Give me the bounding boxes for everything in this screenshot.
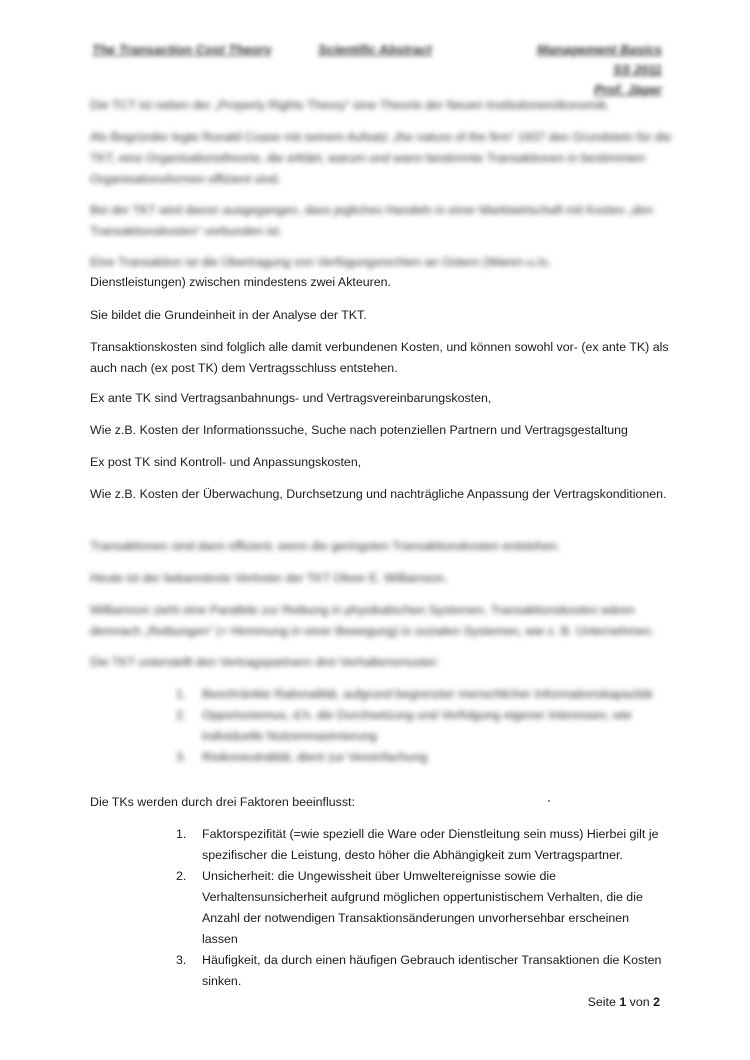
intro-paragraph-2: Als Begründer legte Ronald Coase mit seinem Aufsatz „the nature of the firm“ 1937 den Grundstein für die TKT, eine Organisationstheorie, die erklärt, warum und wann bestimmte Transaktionen in bestimmten Organisationsformen effizient sind.: [90, 130, 672, 186]
list-item: 3. Risikoneutralität, dient zur Vereinfachung: [176, 750, 428, 764]
header-right-professor: Prof. Jäger: [594, 82, 662, 97]
header-left-title: The Transaction Cost Theory: [92, 42, 272, 57]
page-number-footer: Seite 1 von 2: [587, 995, 660, 1009]
paragraph-transaction-definition: Dienstleistungen) zwischen mindestens zwei Akteuren.: [90, 275, 391, 289]
paragraph-basic-unit: Sie bildet die Grundeinheit in der Analyse der TKT.: [90, 308, 367, 322]
intro-paragraph-4-line1: Eine Transaktion ist die Übertragung von Verfügungsrechten an Gütern (Waren u./o.: [90, 255, 552, 269]
paragraph-ex-ante: Ex ante TK sind Vertragsanbahnungs- und Vertragsvereinbarungskosten,: [90, 391, 492, 405]
header-middle-title: Scientific Abstract: [318, 42, 432, 57]
paragraph-ex-ante-examples: Wie z.B. Kosten der Informationssuche, Suche nach potenziellen Partnern und Vertragsgestaltung: [90, 423, 628, 437]
stray-dot: [548, 800, 550, 802]
blurred-paragraph-efficiency: Transaktionen sind dann effizient, wenn die geringsten Transaktionskosten entstehen.: [90, 539, 561, 553]
list-item: 1. Beschränkte Rationalität, aufgrund begrenzter menschlicher Informationskapazität: [176, 687, 653, 701]
paragraph-ex-post-examples: Wie z.B. Kosten der Überwachung, Durchsetzung und nachträgliche Anpassung der Vertragskonditionen.: [90, 487, 667, 501]
factors-list: [176, 824, 666, 992]
paragraph-transaction-costs: Transaktionskosten sind folglich alle damit verbundenen Kosten, und können sowohl vor- (ex ante TK) als auch nach (ex post TK) dem Vertragsschluss entstehen.: [90, 340, 669, 375]
list-item: 1. Faktorspezifität (=wie speziell die Ware oder Dienstleitung sein muss) Hierbei gilt je spezifischer die Leistung, desto höher die Abhängigkeit zum Vertragspartner.: [176, 827, 659, 862]
header-right-course: Management Basics: [537, 42, 662, 57]
paragraph-ex-post: Ex post TK sind Kontroll- und Anpassungskosten,: [90, 455, 362, 469]
header-right-semester: SS 2011: [613, 62, 662, 77]
blurred-paragraph-williamson: Heute ist der bekannteste Vertreter der TKT Oliver E. Williamson.: [90, 571, 448, 585]
list-item: 3. Häufigkeit, da durch einen häufigen Gebrauch identischer Transaktionen die Kosten sinken.: [176, 953, 662, 988]
intro-paragraph-1: Die TCT ist neben der „Property Rights Theory“ eine Theorie der Neuen Institutionenökonomik.: [90, 98, 610, 112]
list-item: 2. Unsicherheit: die Ungewissheit über Umweltereignisse sowie die Verhaltensunsicherheit aufgrund möglichen oppertunistischem Verhalten, die die Anzahl der notwendigen Transaktionsänderungen unvorhersehbar erscheinen lassen: [176, 869, 643, 946]
paragraph-factors-intro: Die TKs werden durch drei Faktoren beeinflusst:: [90, 795, 355, 809]
intro-paragraph-3: Bei der TKT wird davon ausgegangen, dass jegliches Handeln in einer Marktwirtschaft mit Kosten „den Transaktionskosten“ verbunden ist.: [90, 203, 653, 238]
list-item: 2. Opportunismus, d.h. die Durchsetzung und Verfolgung eigener Interessen, wie individuelle Nutzenmaximierung: [176, 708, 632, 743]
blurred-paragraph-friction: Williamson zieht eine Parallele zur Reibung in physikalischen Systemen, Transaktionskosten wären demnach „Reibungen“ (= Hemmung in einer Bewegung) in sozialen Systemen, wie z. B. Unternehmen.: [90, 603, 655, 638]
behaviour-pattern-list: [176, 684, 656, 768]
blurred-paragraph-behaviour: Die TKT unterstellt den Vertragspartnern drei Verhaltensmuster:: [90, 655, 440, 669]
